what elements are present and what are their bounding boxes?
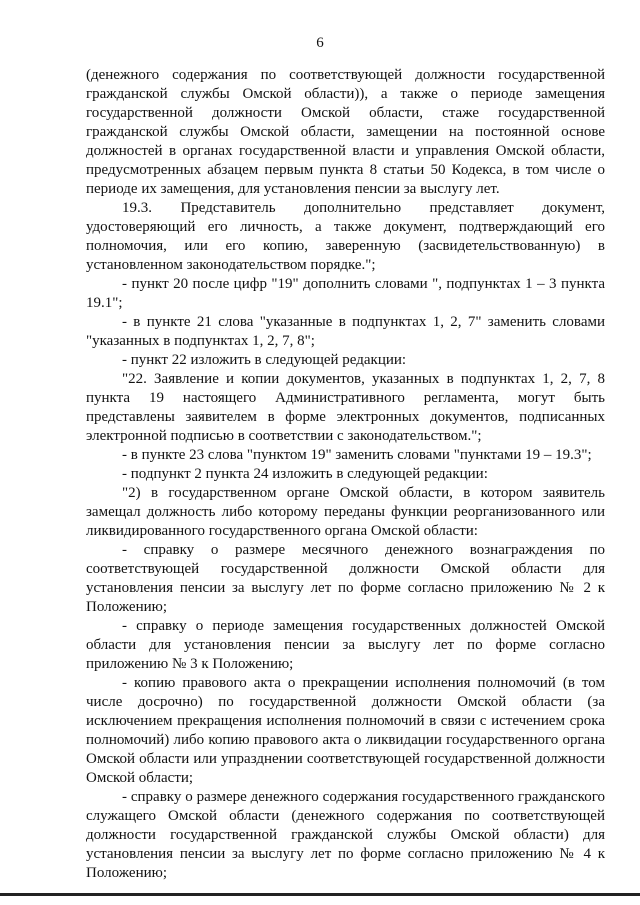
paragraph: - справку о периоде замещения государственных должностей Омской области для установления пенсии за выслугу лет по форме согласно приложению № 3 к Положению; xyxy=(86,618,605,672)
paragraph: - справку о размере денежного содержания государственного гражданского служащего Омской области (денежного содержания по соответствующей должности государственной гражданской службы Омской области) для установления пенсии за выслугу лет по форме согласно приложению № 4 к Положению; xyxy=(86,789,605,881)
paragraph: - подпункт 2 пункта 24 изложить в следующей редакции: xyxy=(122,466,488,482)
paragraph: (денежного содержания по соответствующей должности государственной гражданской службы Омской области)), а также о периоде замещения государственной должности Омской области, стаже государственной гражданской службы Омской области, замещении на постоянной основе должностей в органах государственной власти и управления Омской области, предусмотренных абзацем первым пункта 8 статьи 50 Кодекса, в том числе о периоде их замещения, для установления пенсии за выслугу лет. xyxy=(86,67,605,197)
paragraph: "2) в государственном органе Омской области, в котором заявитель замещал должность либо которому переданы функции реорганизованного или ликвидированного государственного органа Омской области: xyxy=(86,485,605,539)
paragraph: - пункт 20 после цифр "19" дополнить словами ", подпунктах 1 – 3 пункта 19.1"; xyxy=(86,276,605,311)
paragraph: - в пункте 23 слова "пунктом 19" заменить словами "пунктами 19 – 19.3"; xyxy=(122,447,592,463)
paragraph: - копию правового акта о прекращении исполнения полномочий (в том числе досрочно) по государственной должности Омской области (за исключением прекращения исполнения полномочий в связи с истечением срока полномочий) либо копию правового акта о ликвидации государственного органа Омской области или упразднении соответствующей государственной должности Омской области; xyxy=(86,675,605,786)
paragraph: - пункт 22 изложить в следующей редакции: xyxy=(122,352,407,368)
page-bottom-edge xyxy=(0,893,640,896)
paragraph: "22. Заявление и копии документов, указанных в подпунктах 1, 2, 7, 8 пункта 19 настоящего Административного регламента, могут быть представлены заявителем в форме электронных документов, подписанных электронной подписью в соответствии с законодательством."; xyxy=(86,371,605,444)
document-body xyxy=(86,66,605,883)
paragraph: 19.3. Представитель дополнительно представляет документ, удостоверяющий его личность, а также документ, подтверждающий его полномочия, или его копию, заверенную (засвидетельствованную) в установленном законодательством порядке."; xyxy=(86,200,605,273)
page-number: 6 xyxy=(316,35,324,51)
paragraph: - в пункте 21 слова "указанные в подпунктах 1, 2, 7" заменить словами "указанных в подпунктах 1, 2, 7, 8"; xyxy=(86,314,605,349)
paragraph: - справку о размере месячного денежного вознаграждения по соответствующей государственной должности Омской области для установления пенсии за выслугу лет по форме согласно приложению № 2 к Положению; xyxy=(86,542,605,615)
